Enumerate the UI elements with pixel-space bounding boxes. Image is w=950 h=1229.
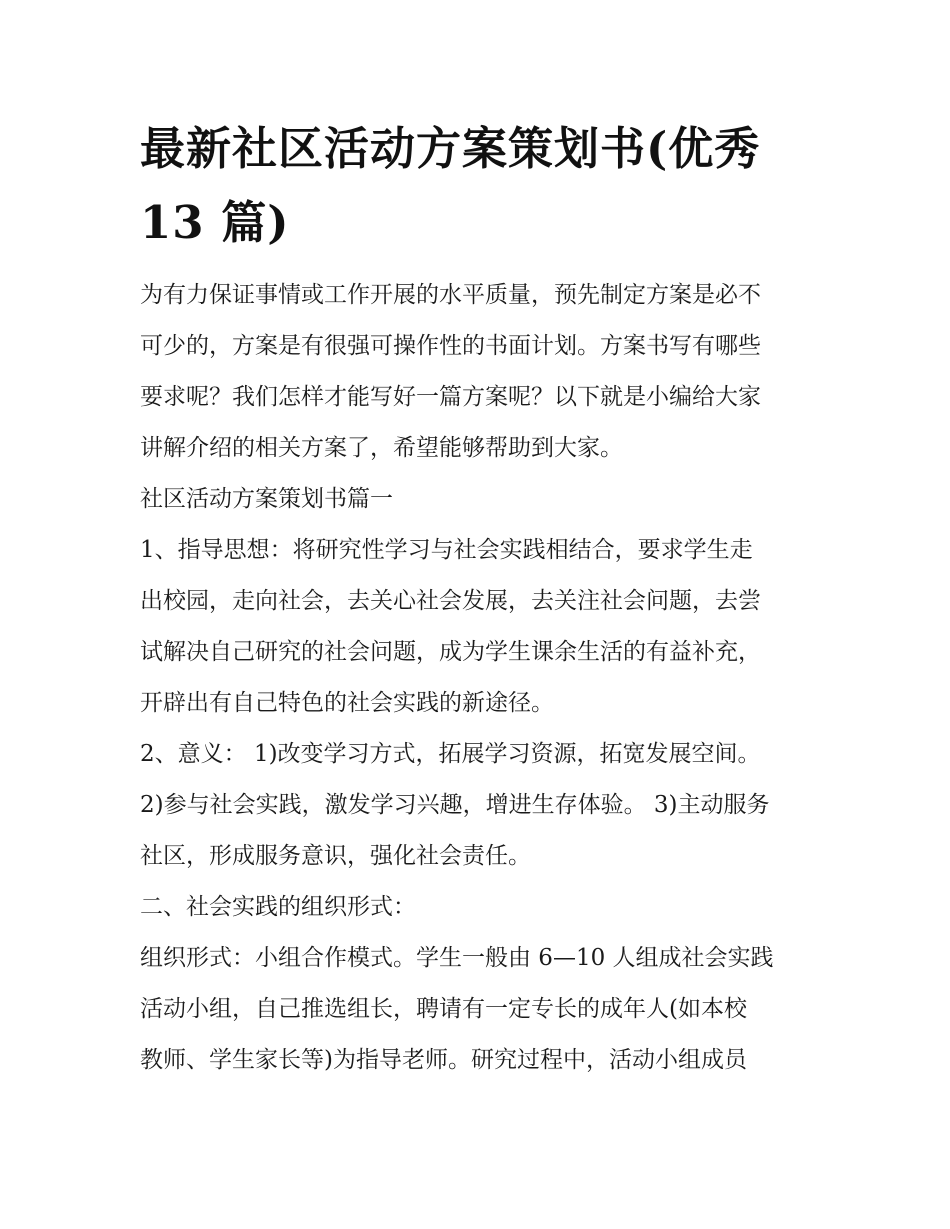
body-line: 教师、学生家长等)为指导老师。研究过程中，活动小组成员 <box>140 1047 747 1073</box>
body-line: 讲解介绍的相关方案了，希望能够帮助到大家。 <box>140 435 623 461</box>
body-line: 试解决自己研究的社会问题，成为学生课余生活的有益补充， <box>140 639 761 665</box>
title-line: 最新社区活动方案策划书(优秀 <box>140 122 761 175</box>
title-line: 13 篇) <box>140 196 290 249</box>
body-line: 社区，形成服务意识，强化社会责任。 <box>140 843 531 869</box>
body-line: 活动小组，自己推选组长，聘请有一定专长的成年人(如本校 <box>140 996 747 1022</box>
body-line: 开辟出有自己特色的社会实践的新途径。 <box>140 690 554 716</box>
body-line: 出校园，走向社会，去关心社会发展，去关注社会问题，去尝 <box>140 588 761 614</box>
body-line: 可少的，方案是有很强可操作性的书面计划。方案书写有哪些 <box>140 333 761 359</box>
page-title <box>140 112 820 260</box>
section-heading: 二、社会实践的组织形式： <box>140 894 416 920</box>
body-line: 2)参与社会实践，激发学习兴趣，增进生存体验。 3)主动服务 <box>140 792 770 818</box>
body-line: 为有力保证事情或工作开展的水平质量，预先制定方案是必不 <box>140 282 761 308</box>
body-line: 组织形式：小组合作模式。学生一般由 6—10 人组成社会实践 <box>140 945 774 971</box>
section-heading: 社区活动方案策划书篇一 <box>140 486 393 512</box>
body-line: 2、意义： 1)改变学习方式，拓展学习资源，拓宽发展空间。 <box>140 741 761 767</box>
body-line: 要求呢？我们怎样才能写好一篇方案呢？以下就是小编给大家 <box>140 384 761 410</box>
body-line: 1、指导思想：将研究性学习与社会实践相结合，要求学生走 <box>140 537 753 563</box>
